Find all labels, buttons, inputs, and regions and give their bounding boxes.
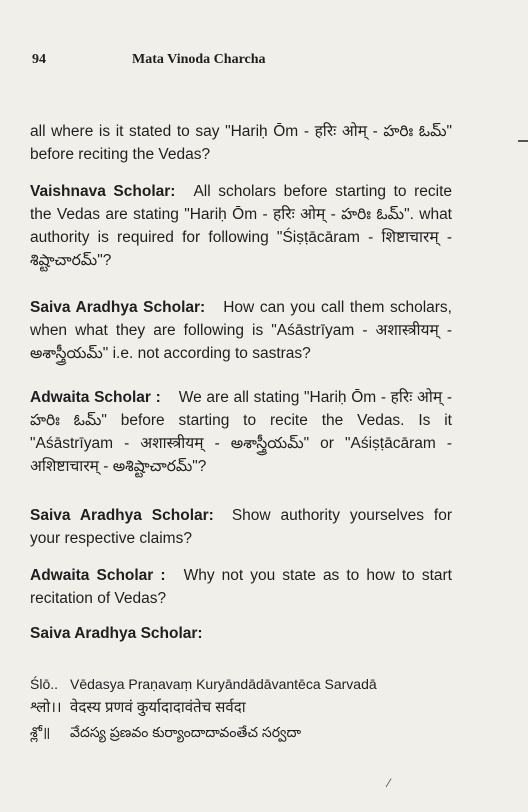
verse-line-telugu [30, 720, 470, 744]
verse-text: वेदस्य प्रणवं कुर्यादादावंतेच सर्वदा [70, 699, 246, 716]
running-header [32, 52, 488, 72]
book-title: Mata Vinoda Charcha [132, 52, 266, 67]
paragraph-text: Why not you state as to how to start recitation of Vedas? [30, 567, 452, 607]
page-edge-mark [518, 140, 528, 142]
verse-line-roman [30, 672, 470, 696]
paragraph-text: all where is it stated to say "Hariḥ Ōm - हरिः ओम् - హరిః ఓమ్" before reciting the Vedas? [30, 123, 452, 163]
speaker-name: Saiva Aradhya Scholar: [30, 507, 214, 524]
speaker-name: Saiva Aradhya Scholar: [30, 299, 206, 316]
pen-mark: ⁄ [388, 776, 391, 790]
paragraph-saiva-aradhya-scholar [30, 622, 452, 645]
speaker-name: Adwaita Scholar : [30, 389, 161, 406]
speaker-name: Adwaita Scholar : [30, 567, 166, 584]
paragraph-continuation [30, 120, 452, 166]
verse-line-devanagari [30, 696, 470, 720]
paragraph-text: We are all stating "Hariḥ Ōm - हरिः ओम् - హరిః ఓమ్" before starting to recite the Vedas. Is it "Aśāstrīyam - अशास्त्रीयम् - అశాస్త్రీయమ్" or "Aśiṣṭācāram - अशिष्टाचारम् - అశిష్టాచారమ్"? [30, 389, 452, 475]
paragraph-vaishnava-scholar [30, 180, 452, 272]
sloka-verse [30, 672, 470, 744]
verse-marker: Ślō.. [30, 676, 59, 692]
paragraph-text: How can you call them scholars, when what they are following is "Aśāstrīyam - अशास्त्रीयम् - అశాస్త్రీయమ్" i.e. not according to sastras? [30, 299, 452, 362]
speaker-name: Saiva Aradhya Scholar: [30, 625, 203, 642]
verse-text: వేదస్య ప్రణవం కుర్యాందాదావంతేచ సర్వదా [70, 724, 302, 740]
paragraph-saiva-aradhya-scholar [30, 504, 452, 550]
verse-marker: श्लो।। [30, 699, 62, 716]
paragraph-text: Show authority yourselves for your respective claims? [30, 507, 452, 547]
verse-marker: శ్లో॥ [30, 724, 51, 740]
page-number: 94 [32, 52, 46, 67]
paragraph-adwaita-scholar [30, 564, 452, 610]
paragraph-text: All scholars before starting to recite the Vedas are stating "Hariḥ Ōm - हरिः ओम् - హరిః ఓమ్". what authority is required for following "Śiṣṭācāram - शिष्टाचारम् - శిష్టాచారమ్"? [30, 183, 452, 269]
paragraph-adwaita-scholar [30, 386, 452, 478]
verse-text: Vēdasya Praṇavaṃ Kuryāndādāvantēca Sarvadā [70, 676, 377, 692]
speaker-name: Vaishnava Scholar: [30, 183, 176, 200]
paragraph-saiva-aradhya-scholar [30, 296, 452, 365]
